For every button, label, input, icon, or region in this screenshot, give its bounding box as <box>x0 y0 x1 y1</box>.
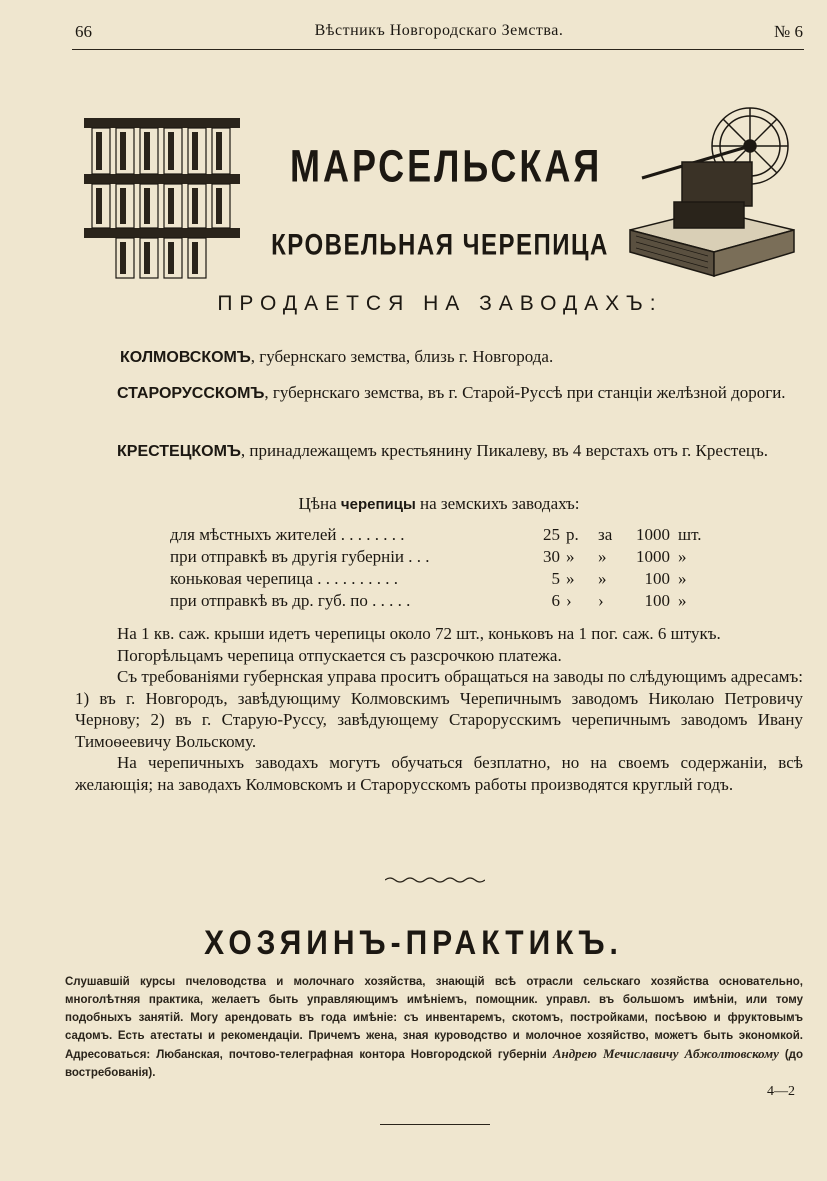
price-per: шт. <box>678 525 702 544</box>
price-heading <box>75 494 803 514</box>
roof-tile-stack-illustration <box>82 112 242 282</box>
price-row <box>170 546 710 568</box>
notes-block <box>75 623 803 795</box>
ad-title: МАРСЕЛЬСКАЯ <box>290 140 603 192</box>
price-item: при отправкѣ въ др. губ. по . . . . . <box>170 591 411 610</box>
note-paragraph: На черепичныхъ заводахъ могутъ обучаться безплатно, но на своемъ содержаніи, всѣ желающія; на заводахъ Колмовскомъ и Старорусскомъ работы производятся круглый годъ. <box>75 753 803 794</box>
factory-desc: , губернскаго земства, близь г. Новгорода. <box>250 347 554 366</box>
price-item: для мѣстныхъ жителей . . . . . . . . <box>170 525 405 544</box>
price-qty: 100 <box>644 569 670 588</box>
factory-desc: , принадлежащемъ крестьянину Пикалеву, въ 4 верстахъ отъ г. Крестецъ. <box>240 441 769 460</box>
price-value: 5 <box>551 569 560 588</box>
price-item: коньковая черепица . . . . . . . . . . <box>170 569 399 588</box>
price-mid: » <box>598 569 607 588</box>
factory-name: СТАРОРУССКОМЪ <box>117 385 265 402</box>
note-paragraph: На 1 кв. саж. крыши идетъ черепицы около 72 шт., коньковъ на 1 пог. саж. 6 штукъ. <box>117 624 721 643</box>
factory-kolmovsky <box>75 346 803 369</box>
page-header <box>75 22 803 50</box>
page-number: 66 <box>75 22 92 41</box>
header-rule <box>72 49 804 50</box>
price-value: 25 <box>543 525 560 544</box>
issue-number: № 6 <box>774 22 803 41</box>
price-qty: 1000 <box>636 547 670 566</box>
note-paragraph: Съ требованіями губернская управа проситъ обращаться на заводы по слѣдующимъ адресамъ: 1) въ г. Новгородъ, завѣдующиму Колмовскимъ Черепичнымъ заводомъ Николаю Петровичу Чернову; 2) въ г. Старую-Руссу, завѣдующему Старорусскимъ черепичнымъ заводомъ Ивану Тимоѳеевичу Вольскому. <box>75 667 803 751</box>
journal-title: Вѣстникъ Новгородскаго Земства. <box>314 22 564 39</box>
price-row <box>170 568 710 590</box>
price-heading-bold: черепицы <box>340 496 416 513</box>
price-heading-pre: Цѣна <box>298 494 341 513</box>
address-label: Адресоваться: <box>65 1049 151 1061</box>
address-text: Любанская, почтово-телеграфная контора Новгородской губерніи <box>156 1049 547 1061</box>
price-value: 30 <box>543 547 560 566</box>
price-mid: » <box>598 547 607 566</box>
factory-starorussky <box>75 382 803 405</box>
price-per: » <box>678 569 687 588</box>
classified-body <box>65 973 803 1082</box>
address-end: (до востребованія). <box>65 1049 803 1079</box>
price-table <box>170 524 710 612</box>
recipient-name: Андрею Мечиславичу Абжолтовскому <box>552 1046 779 1061</box>
factory-name: КОЛМОВСКОМЪ <box>120 349 251 366</box>
price-heading-post: на земскихъ заводахъ: <box>415 494 580 513</box>
price-row <box>170 590 710 612</box>
tile-press-machine-illustration <box>622 102 802 280</box>
factory-krestetsky <box>75 440 803 463</box>
price-per: » <box>678 591 687 610</box>
classified-title: ХОЗЯИНЪ-ПРАКТИКЪ. <box>204 924 623 962</box>
price-item: при отправкѣ въ другія губерніи . . . <box>170 547 430 566</box>
price-unit: » <box>566 569 575 588</box>
price-mid: › <box>598 591 604 610</box>
price-unit: › <box>566 591 572 610</box>
factory-desc: , губернскаго земства, въ г. Старой-Руссѣ при станціи желѣзной дороги. <box>264 383 786 402</box>
factory-name: КРЕСТЕЦКОМЪ <box>117 443 241 460</box>
price-qty: 100 <box>644 591 670 610</box>
run-number: 4—2 <box>767 1084 795 1099</box>
price-value: 6 <box>551 591 560 610</box>
price-unit: р. <box>566 525 579 544</box>
wavy-separator <box>385 876 485 884</box>
sold-at-heading: ПРОДАЕТСЯ НА ЗАВОДАХЪ: <box>217 292 663 315</box>
classified-text: Слушавшій курсы пчеловодства и молочнаго хозяйства, знающій всѣ отрасли сельскаго хозяйства основательно, многолѣтняя практика, желаетъ быть управляющимъ имѣніемъ, помощник. управл. въ большомъ имѣніи, или тому подобныхъ занятій. Могу арендовать въ года имѣніе: съ инвентаремъ, скотомъ, постройками, посѣвою и фруктовымъ садомъ. Есть атестаты и рекомендаціи. Причемъ жена, зная куроводство и молочное хозяйство, можетъ быть экономкой. <box>65 976 803 1042</box>
bottom-rule <box>380 1124 490 1125</box>
price-qty: 1000 <box>636 525 670 544</box>
price-unit: » <box>566 547 575 566</box>
price-mid: за <box>598 525 613 544</box>
ad-subtitle: КРОВЕЛЬНАЯ ЧЕРЕПИЦА <box>271 228 609 262</box>
note-paragraph: Погорѣльцамъ черепица отпускается съ разсрочкою платежа. <box>117 645 562 665</box>
price-row <box>170 524 710 546</box>
price-per: » <box>678 547 687 566</box>
